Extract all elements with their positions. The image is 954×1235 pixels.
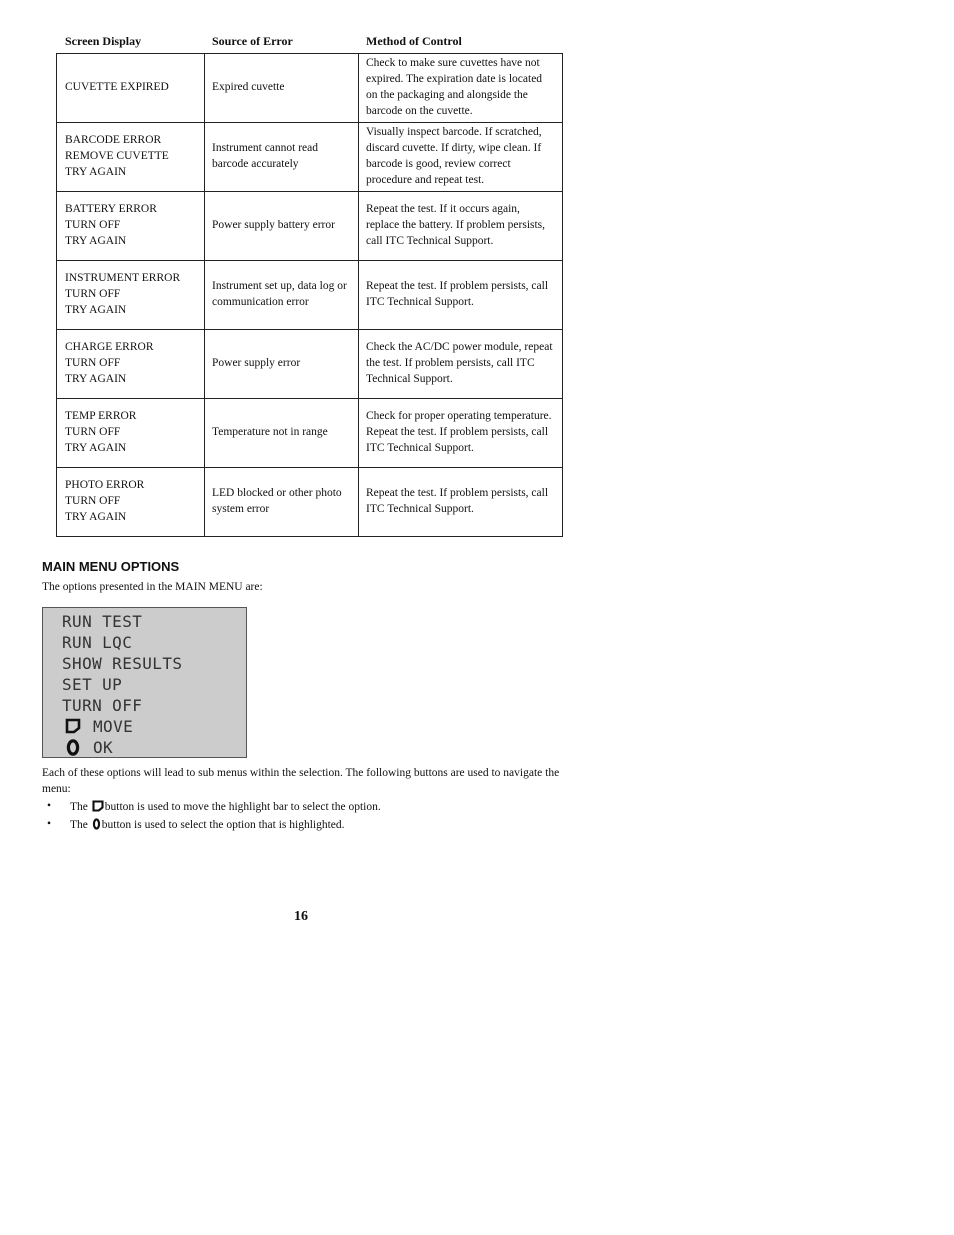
lcd-main-menu-screen [42,607,247,758]
source-of-error-cell: Power supply error [205,330,359,399]
source-of-error-cell: Temperature not in range [205,399,359,468]
table-row [57,192,563,261]
lcd-move-label: MOVE [93,717,134,736]
screen-display-line: TRY AGAIN [65,510,127,523]
method-of-control-cell: Check to make sure cuvettes have not expired. The expiration date is located on the packaging and alongside the barcode on the cuvette. [359,54,563,123]
screen-display-line: TURN OFF [65,357,121,370]
bullet-pre: The [70,819,91,831]
method-of-control-cell: Check the AC/DC power module, repeat the test. If problem persists, call ITC Technical Support. [359,330,563,399]
screen-display-line: TURN OFF [65,219,121,232]
section-title: MAIN MENU OPTIONS [42,559,180,574]
ok-button-icon [65,739,81,756]
screen-display-cell [57,261,205,330]
screen-display-line: TRY AGAIN [65,303,127,316]
screen-display-line: BATTERY ERROR [65,203,157,216]
button-bullet-list [42,800,582,836]
lcd-menu-label: RUN TEST [62,612,143,631]
lcd-menu-label: SHOW RESULTS [62,654,183,673]
method-of-control-cell: Visually inspect barcode. If scratched, discard cuvette. If dirty, wipe clean. If barcode is good, review correct procedure and repeat test. [359,123,563,192]
lcd-ok-label: OK [93,738,114,757]
screen-display-line: TRY AGAIN [65,372,127,385]
screen-display-line: TURN OFF [65,426,121,439]
screen-display-line: TRY AGAIN [65,165,127,178]
source-of-error-cell: LED blocked or other photo system error [205,468,359,537]
screen-display-line: TRY AGAIN [65,441,127,454]
screen-display-cell [57,399,205,468]
ok-button-icon [92,818,101,830]
screen-display-line: TRY AGAIN [65,234,127,247]
screen-display-line: INSTRUMENT ERROR [65,272,181,285]
bullet-post: button is used to select the option that is highlighted. [101,819,345,831]
screen-display-line: CUVETTE EXPIRED [65,81,169,94]
screen-display-line: PHOTO ERROR [65,479,145,492]
method-of-control-cell: Repeat the test. If it occurs again, replace the battery. If problem persists, call ITC Technical Support. [359,192,563,261]
method-of-control-cell: Repeat the test. If problem persists, call ITC Technical Support. [359,468,563,537]
header-screen-display: Screen Display [65,34,142,48]
screen-display-cell [57,330,205,399]
error-table [56,53,563,537]
source-of-error-cell: Power supply battery error [205,192,359,261]
header-method-of-control: Method of Control [366,34,462,48]
source-of-error-cell: Instrument cannot read barcode accurately [205,123,359,192]
screen-display-line: TEMP ERROR [65,410,137,423]
bullet-pre: The [70,801,91,813]
table-row [57,468,563,537]
method-of-control-cell: Repeat the test. If problem persists, call ITC Technical Support. [359,261,563,330]
section-intro: The options presented in the MAIN MENU are: [42,581,263,593]
screen-display-line: CHARGE ERROR [65,341,154,354]
screen-display-line: REMOVE CUVETTE [65,150,169,163]
page-number: 16 [294,909,308,924]
screen-display-line: BARCODE ERROR [65,134,162,147]
method-of-control-cell: Check for proper operating temperature. Repeat the test. If problem persists, call ITC Technical Support. [359,399,563,468]
table-row [57,330,563,399]
screen-display-cell [57,54,205,123]
lcd-menu-label: TURN OFF [62,696,143,715]
table-row [57,261,563,330]
screen-display-line: TURN OFF [65,288,121,301]
table-row [57,54,563,123]
screen-display-cell [57,192,205,261]
navigation-paragraph: Each of these options will lead to sub menus within the selection. The following buttons are used to navigate the menu: [42,767,560,795]
lcd-menu-label: SET UP [62,675,123,694]
screen-display-line: TURN OFF [65,495,121,508]
source-of-error-cell: Instrument set up, data log or communication error [205,261,359,330]
move-button-icon [65,718,81,734]
table-row [57,123,563,192]
error-table-body [57,54,563,537]
bullet-post: button is used to move the highlight bar to select the option. [104,801,381,813]
screen-display-cell [57,468,205,537]
table-row [57,399,563,468]
move-button-icon [92,800,104,812]
source-of-error-cell: Expired cuvette [205,54,359,123]
bullet-ok-button [42,818,582,836]
bullet-dot: • [47,818,52,830]
bullet-move-button [42,800,582,818]
bullet-dot: • [47,800,52,812]
screen-display-cell [57,123,205,192]
header-source-of-error: Source of Error [212,34,293,48]
lcd-menu-label: RUN LQC [62,633,133,652]
